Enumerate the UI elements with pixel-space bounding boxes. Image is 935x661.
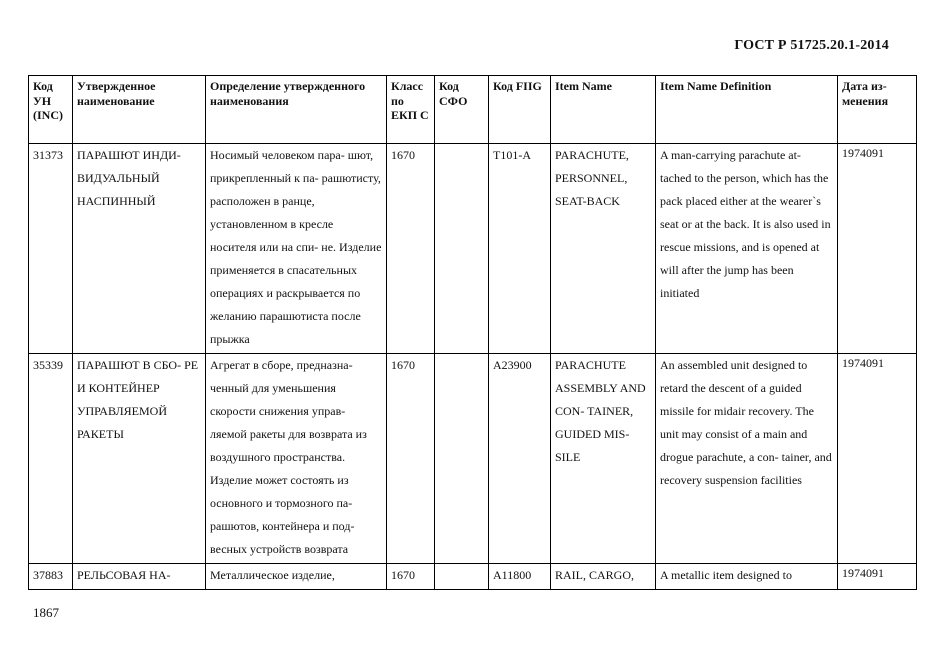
cell-inc: 37883 bbox=[29, 564, 73, 590]
cell-fiig: A23900 bbox=[489, 354, 551, 564]
table-row bbox=[29, 564, 917, 590]
cell-inc: 31373 bbox=[29, 144, 73, 354]
cell-sfo bbox=[435, 144, 489, 354]
cell-sfo bbox=[435, 564, 489, 590]
cell-item-definition: A metallic item designed to bbox=[656, 564, 838, 590]
table-row bbox=[29, 354, 917, 564]
cell-approved-name: ПАРАШЮТ ИНДИ- ВИДУАЛЬНЫЙ НАСПИННЫЙ bbox=[73, 144, 206, 354]
column-header-item-name: Item Name bbox=[551, 76, 656, 144]
cell-definition: Носимый человеком пара- шют, прикрепленный к па- рашютисту, расположен в ранце, установленном в кресле носителя или на спи- не. Изделие применяется в спасательных операциях и раскрывается по желанию парашютиста после прыжка bbox=[206, 144, 387, 354]
cell-item-definition: An assembled unit designed to retard the descent of a guided missile for midair recovery. The unit may consist of a main and drogue parachute, a con- tainer, and recovery suspension facilities bbox=[656, 354, 838, 564]
cell-date: 1974091 bbox=[838, 564, 917, 590]
cell-inc: 35339 bbox=[29, 354, 73, 564]
cell-item-name: RAIL, CARGO, bbox=[551, 564, 656, 590]
cell-definition: Металлическое изделие, bbox=[206, 564, 387, 590]
page-number: 1867 bbox=[33, 605, 59, 620]
document-standard-header: ГОСТ Р 51725.20.1-2014 bbox=[734, 38, 889, 53]
cell-sfo bbox=[435, 354, 489, 564]
cell-fiig: T101-A bbox=[489, 144, 551, 354]
cell-date: 1974091 bbox=[838, 144, 917, 354]
column-header-inc: Код УН (INC) bbox=[29, 76, 73, 144]
cell-class: 1670 bbox=[387, 564, 435, 590]
cell-definition: Агрегат в сборе, предназна- ченный для уменьшения скорости снижения управ- ляемой ракеты для возврата из воздушного пространства. Изделие может состоять из основного и тормозного па- рашютов, контейнера и под- весных устройств возврата bbox=[206, 354, 387, 564]
table-row bbox=[29, 144, 917, 354]
column-header-definition: Определение утвержденного наименования bbox=[206, 76, 387, 144]
cell-approved-name: ПАРАШЮТ В СБО- РЕ И КОНТЕЙНЕР УПРАВЛЯЕМОЙ РАКЕТЫ bbox=[73, 354, 206, 564]
table-header-row bbox=[29, 76, 917, 144]
column-header-item-definition: Item Name Definition bbox=[656, 76, 838, 144]
column-header-sfo: Код СФО bbox=[435, 76, 489, 144]
cell-approved-name: РЕЛЬСОВАЯ НА- bbox=[73, 564, 206, 590]
catalog-table bbox=[28, 75, 917, 590]
cell-item-name: PARACHUTE, PERSONNEL, SEAT-BACK bbox=[551, 144, 656, 354]
cell-fiig: A11800 bbox=[489, 564, 551, 590]
cell-item-name: PARACHUTE ASSEMBLY AND CON- TAINER, GUIDED MIS- SILE bbox=[551, 354, 656, 564]
column-header-approved-name: Утвержденное наименование bbox=[73, 76, 206, 144]
column-header-fiig: Код FIIG bbox=[489, 76, 551, 144]
cell-date: 1974091 bbox=[838, 354, 917, 564]
cell-item-definition: A man-carrying parachute at- tached to the person, which has the pack placed either at the wearer`s seat or at the back. It is also used in rescue missions, and is opened at will after the jump has been initiated bbox=[656, 144, 838, 354]
column-header-class: Класс по ЕКП С bbox=[387, 76, 435, 144]
cell-class: 1670 bbox=[387, 354, 435, 564]
column-header-date: Дата из- менения bbox=[838, 76, 917, 144]
cell-class: 1670 bbox=[387, 144, 435, 354]
